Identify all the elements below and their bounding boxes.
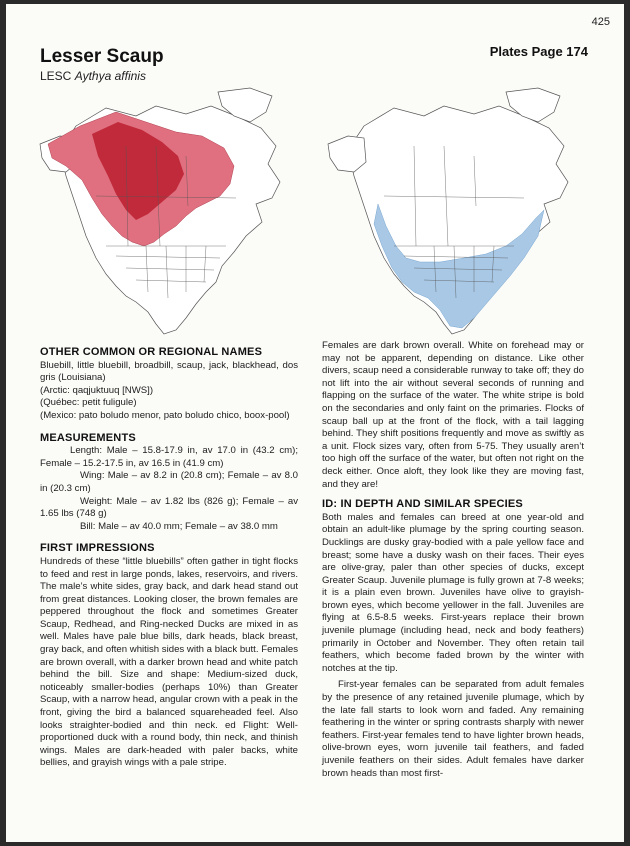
plates-reference: Plates Page 174: [489, 44, 588, 59]
first-impressions-continued: Females are dark brown overall. White on forehead may or may not be apparent, depending on distance. Like other divers, scaup need a considerable runway to take off; they do not lift into the air without several seconds of running and flapping on the surface of the water. The white stripe is bold on the secondaries and only faint on the primaries. Flocks of scaup ball up at the front of the flock, with a tail lagging behind. They shift positions frequently and move as swiftly as a unit. Flock sizes vary, often from 5-75. They usually aren’t too high off the surface of the water, but often not right on the deck either. Once aloft, they look like they are moving fast, and they are!: [322, 340, 584, 490]
scientific-name: Aythya affinis: [74, 69, 146, 83]
measurement-length: Length: Male – 15.8-17.9 in, av 17.0 in (43.2 cm); Female – 15.2-17.5 in, av 16.5 in (41.9 cm): [40, 445, 298, 469]
id-heading: ID: IN DEPTH AND SIMILAR SPECIES: [322, 498, 523, 511]
right-column: [322, 340, 584, 780]
measurement-weight: Weight: Male – av 1.82 lbs (826 g); Female – av 1.65 lbs (748 g): [40, 495, 298, 520]
other-names-heading: OTHER COMMON OR REGIONAL NAMES: [40, 346, 263, 358]
measurement-bill: Bill: Male – av 40.0 mm; Female – av 38.0 mm: [80, 520, 278, 532]
other-names-line: (Québec: petit fuligule): [40, 397, 137, 409]
measurements-heading: MEASUREMENTS: [40, 431, 136, 444]
id-paragraph-2: First-year females can be separated from adult females by the presence of any retained juvenile plumage, which by the late fall starts to look worn and faded. Any remaining feathering in the winter or spring contrasts sharply with newer feathers. First-year females tend to have lighter brown heads, olive-brown eyes, worn juvenile tail feathers, and faded juvenile feathers on their sides. Adult females have darker brown heads than most first-: [322, 679, 584, 779]
species-subtitle: [40, 69, 146, 83]
measurement-wing: Wing: Male – av 8.2 in (20.8 cm); Female – av 8.0 in (20.3 cm): [40, 470, 298, 494]
page-number: 425: [591, 16, 610, 28]
other-names-line: Bluebill, little bluebill, broadbill, scaup, jack, blackhead, dos gris (Louisiana): [40, 359, 298, 384]
breeding-range-map: [36, 86, 304, 338]
species-title: Lesser Scaup: [40, 46, 164, 67]
first-impressions-text: Hundreds of these “little bluebills” often gather in tight flocks to feed and rest in large ponds, lakes, reservoirs, and rivers. The male’s white sides, gray back, and dark head stand out from great distances. Looking closer, the brown females are peppered throughout the flock and sometimes Greater Scaup, Redhead, and Ring-necked Ducks are mixed in as well. Males have pale blue bills, dark heads, black breast, gray back, and often whitish sides with a black butt. Females are brown overall, with a darker brown head and white patch behind the bill. Size and shape: Medium-sized duck, noticeably smaller-bodies (perhaps 10%) than Greater Scaup, with a narrow head, angular crown with a peak in the front, giving the bird a balanced squareheaded feel. Also looks straighter-bodied and thin neck. ed Flight: Well-proportioned duck with a round body, thin neck, and thinish wings. Males are dark-headed with paler backs, white bellies, and grayish wings with a pale stripe.: [40, 555, 298, 769]
book-page: [6, 4, 624, 842]
other-names-line: (Mexico: pato boludo menor, pato boludo chico, boox-pool): [40, 409, 290, 421]
alaska-outline: [328, 136, 366, 172]
id-paragraph-1: Both males and females can breed at one year-old and obtain an adult-like plumage by the spring courting season. Ducklings are dusky gray-bodied with a pale yellow face and breast; some have a dusky wash on their faces. Their eyes are olive-gray, paler than other species of ducks, except Greater Scaup. Juvenile plumage is fully grown at 7-8 weeks; it is a plain even brown. Juveniles have olive to grayish-brown eyes, which become yellower in the fall. Juveniles are flying at 6.5-8.5 weeks. First-years replace their brown juvenile plumage (including head, neck and body feathers) primarily in October and November. They often retain tail feathers, which become faded brown by the winter with notches at the tip.: [322, 511, 584, 674]
left-column: [40, 340, 298, 770]
winter-range-map: [324, 86, 592, 338]
species-code: LESC: [40, 69, 72, 83]
first-impressions-heading: FIRST IMPRESSIONS: [40, 542, 155, 555]
other-names-line: (Arctic: qaqjuktuuq [NWS]): [40, 384, 154, 396]
